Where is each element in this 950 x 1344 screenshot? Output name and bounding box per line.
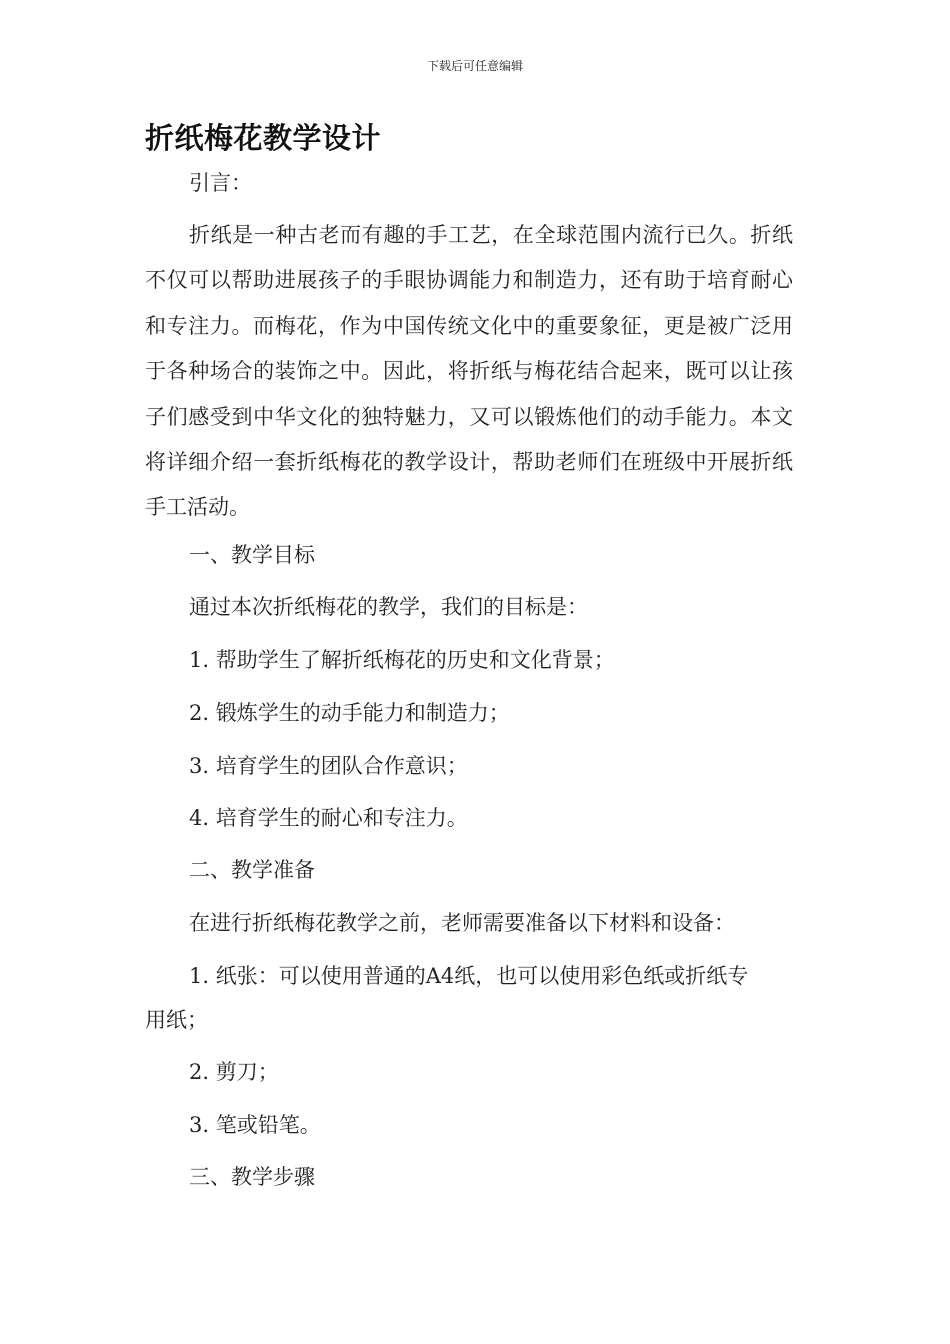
goal-item: 3. 培育学生的团队合作意识； — [189, 754, 468, 778]
material-item-continuation: 用纸； — [145, 1008, 208, 1032]
page-header: 下载后可任意编辑 — [426, 59, 523, 73]
preparation-intro: 在进行折纸梅花教学之前，老师需要准备以下材料和设备： — [189, 911, 735, 935]
section-heading-goals: 一、教学目标 — [189, 543, 315, 567]
goal-item: 1. 帮助学生了解折纸梅花的历史和文化背景； — [189, 648, 615, 672]
material-item: 3. 笔或铅笔。 — [189, 1113, 321, 1137]
document-body — [145, 0, 805, 1344]
section-heading-preparation: 二、教学准备 — [189, 858, 315, 882]
intro-label: 引言： — [189, 171, 252, 195]
intro-paragraph-block — [145, 213, 793, 533]
goal-item: 2. 锻炼学生的动手能力和制造力； — [189, 701, 510, 725]
goals-intro: 通过本次折纸梅花的教学，我们的目标是： — [189, 595, 588, 619]
material-item: 2. 剪刀； — [189, 1060, 279, 1084]
material-item: 1. 纸张：可以使用普通的A4纸，也可以使用彩色纸或折纸专 — [189, 964, 749, 988]
section-heading-steps: 三、教学步骤 — [189, 1165, 315, 1189]
goal-item: 4. 培育学生的耐心和专注力。 — [189, 806, 468, 830]
intro-paragraph: 折纸是一种古老而有趣的手工艺，在全球范围内流行已久。折纸不仅可以帮助进展孩子的手眼协调能力和制造力，还有助于培育耐心和专注力。而梅花，作为中国传统文化中的重要象征，更是被广泛用于各种场合的装饰之中。因此，将折纸与梅花结合起来，既可以让孩子们感受到中华文化的独特魅力，又可以锻炼他们的动手能力。本文将详细介绍一套折纸梅花的教学设计，帮助老师们在班级中开展折纸手工活动。 — [145, 223, 793, 520]
document-title: 折纸梅花教学设计 — [145, 121, 382, 155]
